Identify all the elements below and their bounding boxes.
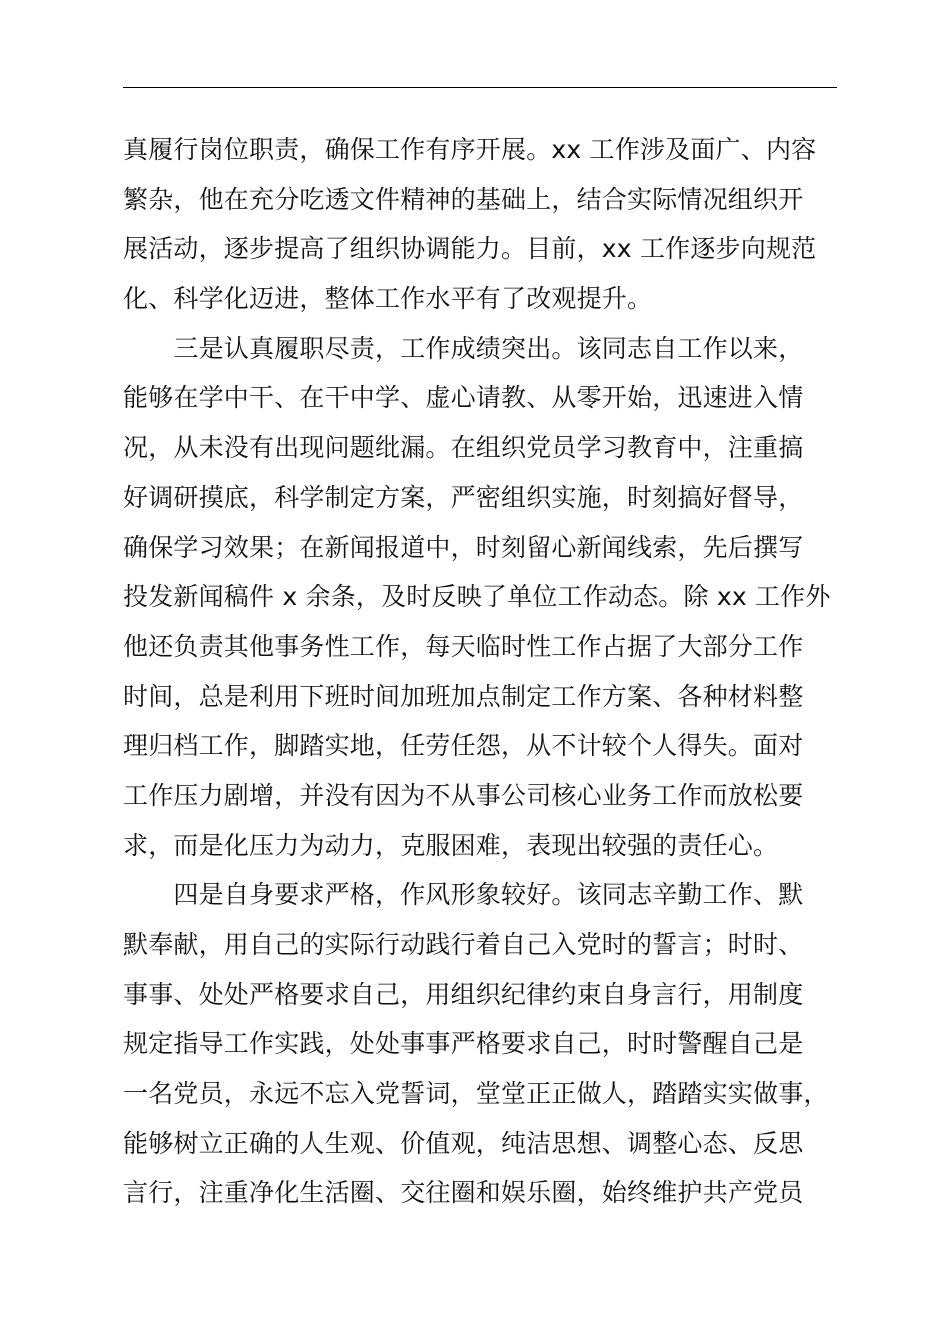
header-rule xyxy=(123,87,837,88)
text-line: 一名党员，永远不忘入党誓词，堂堂正正做人，踏踏实实做事， xyxy=(123,1079,829,1109)
text-line: 求，而是化压力为动力，克服困难，表现出较强的责任心。 xyxy=(123,830,779,860)
text-line: 确保学习效果；在新闻报道中，时刻留心新闻线索，先后撰写 xyxy=(123,532,804,562)
text-line: 他还负责其他事务性工作，每天临时性工作占据了大部分工作 xyxy=(123,631,804,661)
text-line: 化、科学化迈进，整体工作水平有了改观提升。 xyxy=(123,284,653,314)
text-line: 言行，注重净化生活圈、交往圈和娱乐圈，始终维护共产党员 xyxy=(123,1178,804,1208)
text-line: 三是认真履职尽责，工作成绩突出。该同志自工作以来， xyxy=(123,333,804,363)
text-line: 规定指导工作实践，处处事事严格要求自己，时时警醒自己是 xyxy=(123,1029,804,1059)
text-line: 况，从未没有出现问题纰漏。在组织党员学习教育中，注重搞 xyxy=(123,433,804,463)
text-line: 展活动，逐步提高了组织协调能力。目前，xx 工作逐步向规范 xyxy=(123,234,817,264)
text-line: 默奉献，用自己的实际行动践行着自己入党时的誓言；时时、 xyxy=(123,930,804,959)
text-line: 繁杂，他在充分吃透文件精神的基础上，结合实际情况组织开 xyxy=(123,184,804,214)
text-line: 工作压力剧增，并没有因为不从事公司核心业务工作而放松要 xyxy=(123,780,804,810)
text-line: 能够在学中干、在干中学、虚心请教、从零开始，迅速进入情 xyxy=(123,383,804,413)
text-line: 理归档工作，脚踏实地，任劳任怨，从不计较个人得失。面对 xyxy=(123,731,804,761)
text-line: 好调研摸底，科学制定方案，严密组织实施，时刻搞好督导， xyxy=(123,482,804,512)
text-line: 时间，总是利用下班时间加班加点制定工作方案、各种材料整 xyxy=(123,681,804,711)
text-line: 事事、处处严格要求自己，用组织纪律约束自身言行，用制度 xyxy=(123,979,804,1009)
text-line: 真履行岗位职责，确保工作有序开展。xx 工作涉及面广、内容 xyxy=(123,135,817,164)
text-line: 能够树立正确的人生观、价值观，纯洁思想、调整心态、反思 xyxy=(123,1128,804,1158)
document-body xyxy=(123,125,853,1218)
text-line: 投发新闻稿件 x 余条，及时反映了单位工作动态。除 xx 工作外 xyxy=(123,582,831,612)
text-line: 四是自身要求严格，作风形象较好。该同志辛勤工作、默 xyxy=(123,880,804,910)
